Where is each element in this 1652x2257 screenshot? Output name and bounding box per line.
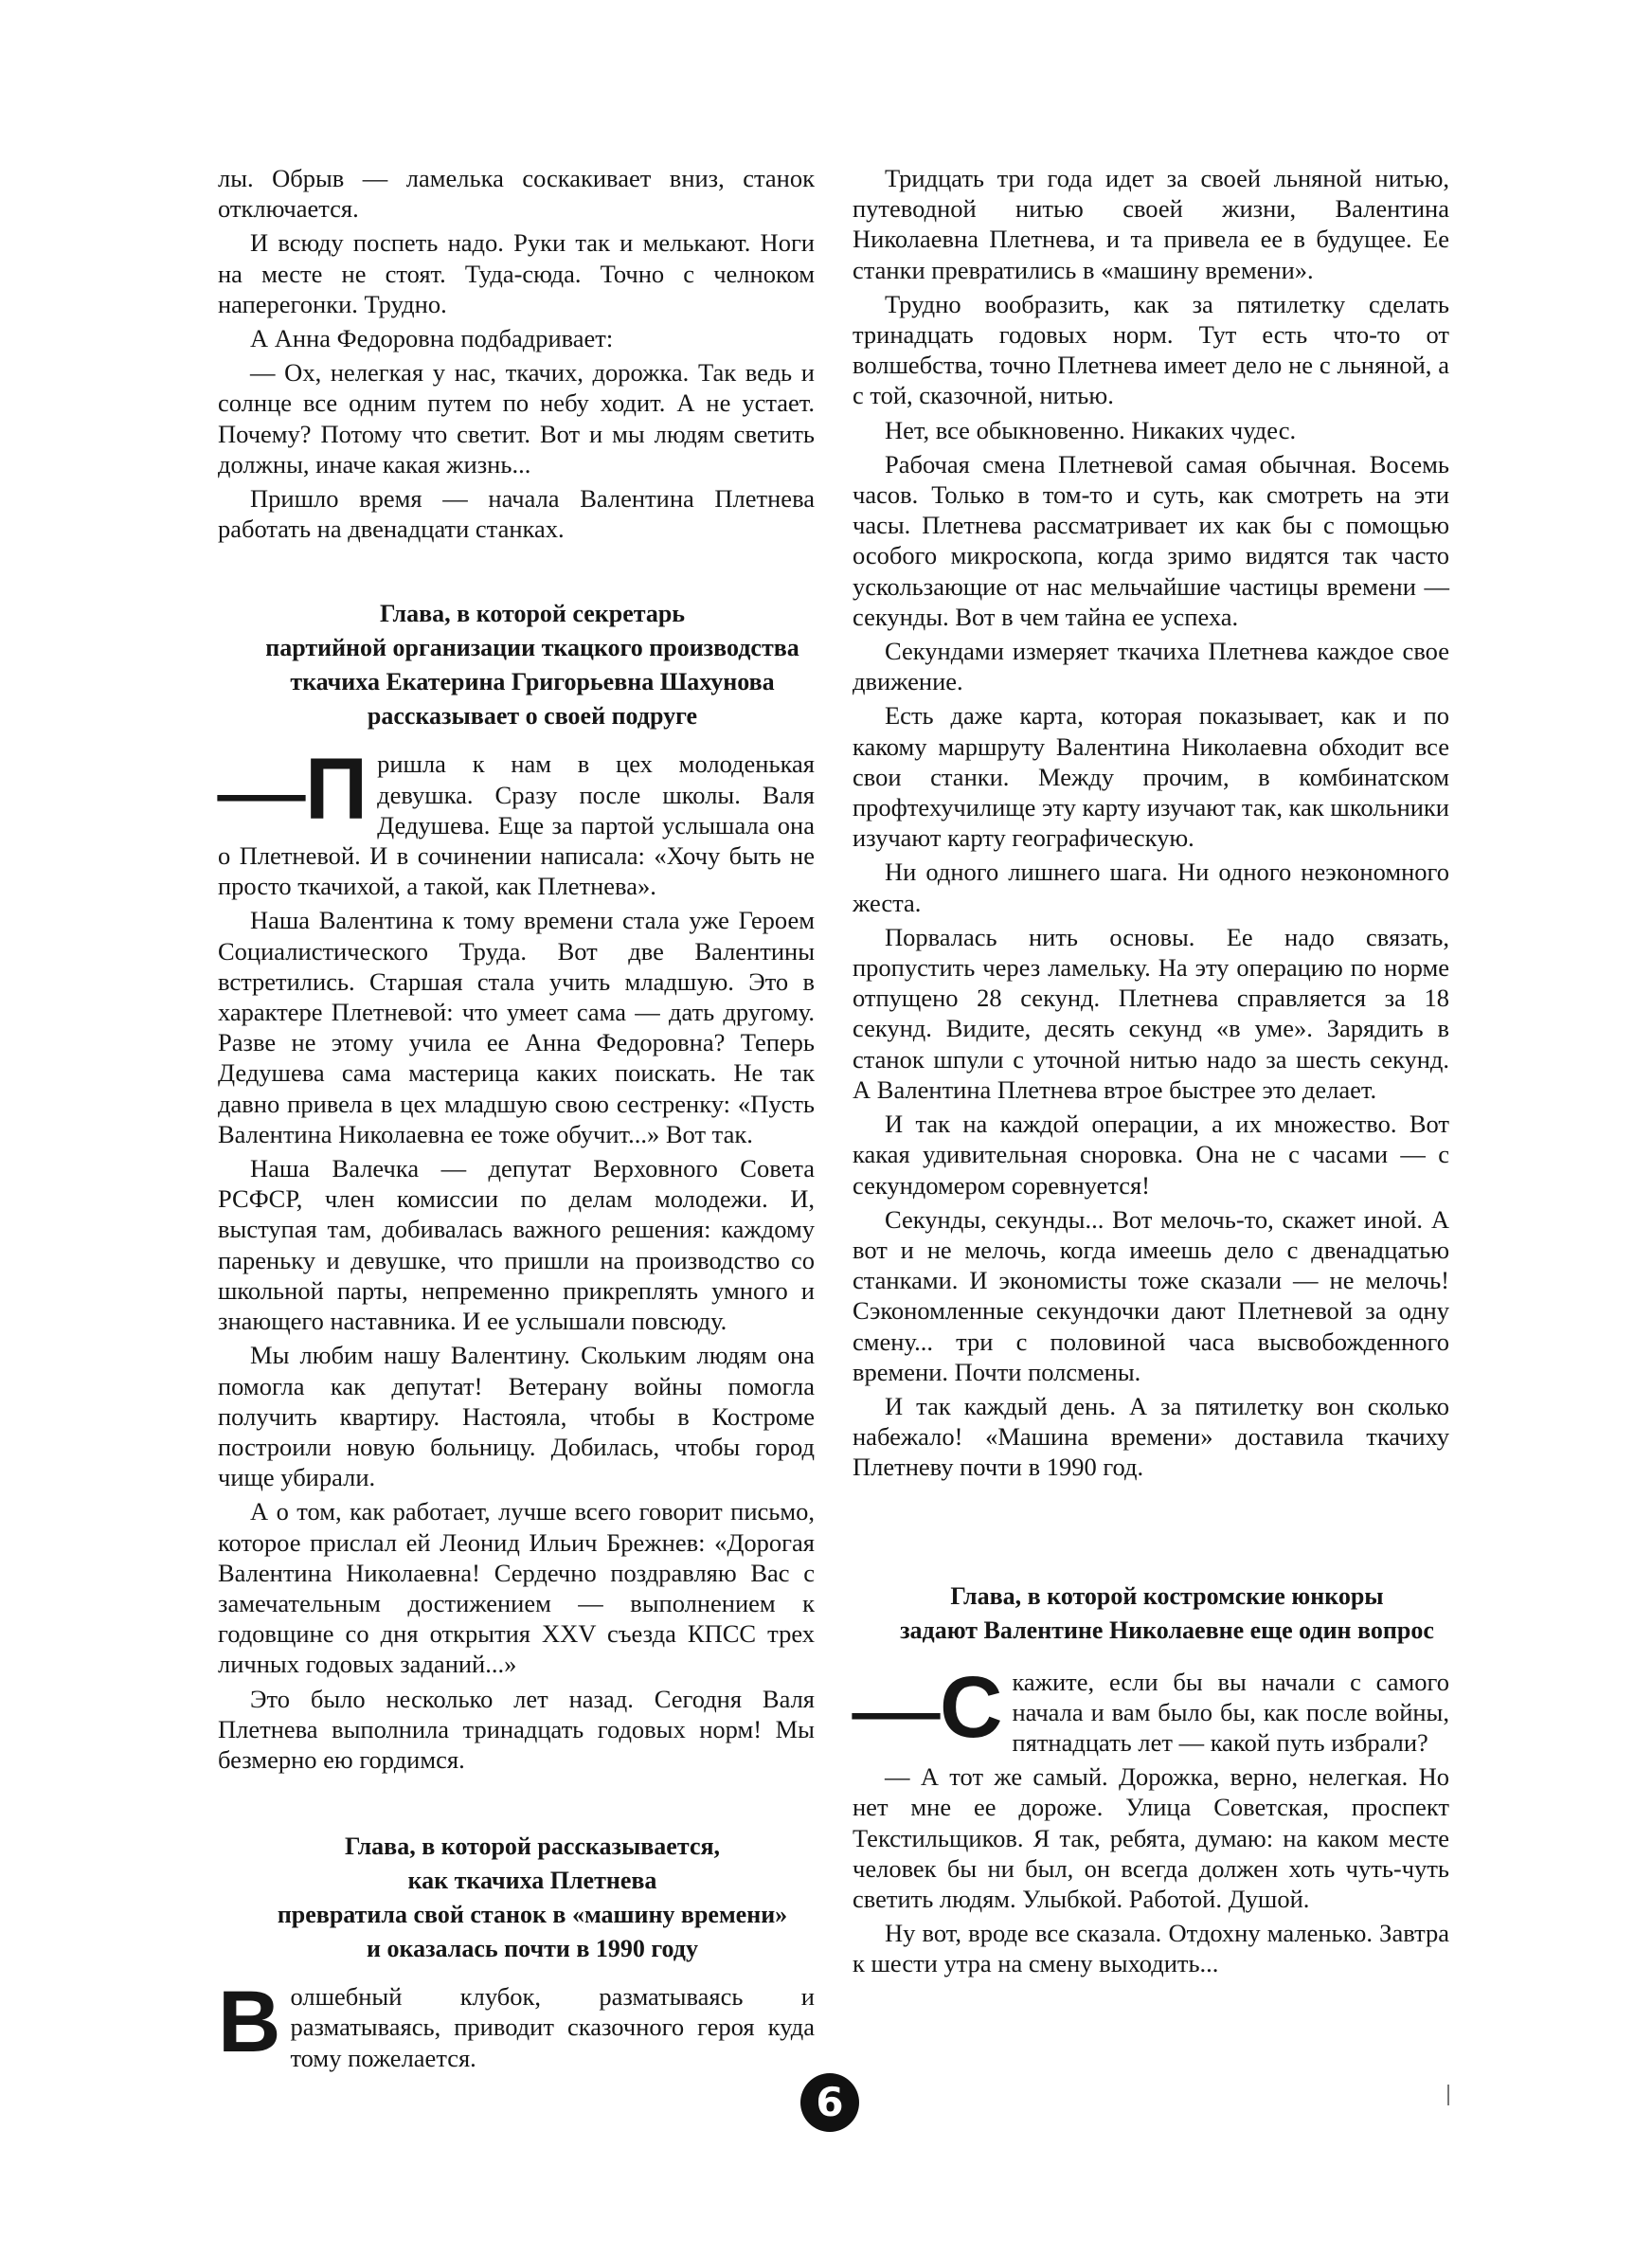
- paragraph: И так на каждой операции, а их множество. Вот какая удивительная сноровка. Она не с часами — с секундомером соревнуется!: [853, 1110, 1449, 1200]
- heading-line: и оказалась почти в 1990 году: [367, 1935, 698, 1963]
- paragraph: Секунды, секунды... Вот мелочь-то, скажет иной. А вот и не мелочь, когда имеешь дело с двенадцатью станками. И экономисты тоже сказали — не мелочь! Сэкономленные секундочки дают Плетневой за одну смену... три с половиной часа высвобожденного времени. Почти полсмены.: [853, 1204, 1449, 1386]
- heading-line: ткачиха Екатерина Григорьевна Шахунова: [290, 668, 775, 696]
- page-number-badge: 6: [800, 2073, 859, 2132]
- paragraph: И так каждый день. А за пятилетку вон сколько набежало! «Машина времени» доставила ткачиху Плетневу почти в 1990 год.: [853, 1391, 1449, 1482]
- paragraph: Есть даже карта, которая показывает, как и по какому маршруту Валентина Николаевна обходит все свои станки. Между прочим, в комбинатском профтехучилище эту карту изучают так, как школьники изучают карту географическую.: [853, 701, 1449, 853]
- paragraph: лы. Обрыв — ламелька соскакивает вниз, станок отключается.: [218, 164, 815, 224]
- paragraph: Наша Валентина к тому времени стала уже Героем Социалистического Труда. Вот две Валентины встретились. Старшая стала учить младшую. Это в характере Плетневой: что умеет сама — дать другому. Разве не этому учила ее Анна Федоровна? Теперь Дедушева сама мастерица каких поискать. Не так давно привела в цех младшую свою сестренку: «Пусть Валентина Николаевна ее тоже обучит...» Вот так.: [218, 906, 815, 1148]
- paragraph: Ну вот, вроде все сказала. Отдохну маленько. Завтра к шести утра на смену выходить...: [853, 1919, 1449, 1978]
- heading-line: превратила свой станок в «машину времени»: [277, 1901, 788, 1929]
- drop-cap-dash: —: [218, 741, 305, 839]
- heading-line: Глава, в которой костромские юнкоры: [950, 1581, 1384, 1610]
- drop-cap: С: [940, 1658, 1003, 1756]
- paragraph: Тридцать три года идет за своей льняной нитью, путеводной нитью своей жизни, Валентина Николаевна Плетнева, и та привела ее в будущее. Ее станки превратились в «машину времени».: [853, 164, 1449, 284]
- paragraph: Это было несколько лет назад. Сегодня Валя Плетнева выполнила тринадцать годовых норм! Мы безмерно ею гордимся.: [218, 1684, 815, 1774]
- chapter-heading-3: [853, 1581, 1449, 1646]
- drop-cap: В: [218, 1974, 281, 2071]
- heading-line: как ткачиха Плетнева: [407, 1867, 657, 1895]
- paragraph-text: олшебный клубок, разматываясь и разматываясь, приводит сказочного героя куда тому пожелается.: [290, 1982, 815, 2072]
- paragraph-text: ришла к нам в цех молоденькая девушка. Сразу после школы. Валя Дедушева. Еще за партой услышала она о Плетневой. И в сочинении написала: «Хочу быть не просто ткачихой, а такой, как Плетнева».: [218, 749, 815, 901]
- paragraph: Ни одного лишнего шага. Ни одного неэкономного жеста.: [853, 858, 1449, 917]
- chapter-heading-1: [218, 599, 815, 731]
- drop-cap: П: [305, 741, 368, 839]
- paragraph: Нет, все обыкновенно. Никаких чудес.: [885, 415, 1297, 444]
- section-lead-paragraph: [218, 1974, 815, 2073]
- paragraph: Порвалась нить основы. Ее надо связать, пропустить через ламельку. На эту операцию по норме отпущено 28 секунд. Плетнева справляется за 18 секунд. Видите, десять секунд «в уме». Зарядить в станок шпули с уточной нитью надо за шесть секунд. А Валентина Плетнева втрое быстрее это делает.: [853, 922, 1449, 1104]
- paragraph-text: кажите, если бы вы начали с самого начала и вам было бы, как после войны, пятнадцать лет — какой путь избрали?: [1012, 1667, 1449, 1757]
- heading-line: рассказывает о своей подруге: [367, 702, 698, 731]
- paragraph: Наша Валечка — депутат Верховного Совета РСФСР, член комиссии по делам молодежи. И, выступая там, добивалась важного решения: каждому пареньку и девушке, что пришли на производство со школьной парты, непременно прикреплять умного и знающего наставника. И ее услышали повсюду.: [218, 1154, 815, 1336]
- paragraph: — Ох, нелегкая у нас, ткачих, дорожка. Так ведь и солнце все одним путем по небу ходит. А не устает. Почему? Потому что светит. Вот и мы людям светить должны, иначе какая жизнь...: [218, 358, 815, 478]
- paragraph: Трудно вообразить, как за пятилетку сделать тринадцать годовых норм. Тут есть что-то от волшебства, точно Плетнева имеет дело не с льняной, а с той, сказочной, нитью.: [853, 289, 1449, 410]
- heading-line: партийной организации ткацкого производства: [265, 634, 799, 662]
- section-lead-paragraph: [218, 741, 815, 901]
- paragraph: Пришло время — начала Валентина Плетнева работать на двенадцати станках.: [218, 484, 815, 544]
- drop-cap-dash: —: [853, 1658, 940, 1756]
- heading-line: Глава, в которой секретарь: [379, 600, 686, 628]
- paragraph: А о том, как работает, лучше всего говорит письмо, которое прислал ей Леонид Ильич Брежнев: «Дорогая Валентина Николаевна! Сердечно поздравляю Вас с замечательным достижением — выполнением к годовщине со дня открытия XXV съезда КПСС трех личных годовых заданий...»: [218, 1497, 815, 1679]
- paragraph: Рабочая смена Плетневой самая обычная. Восемь часов. Только в том-то и суть, как смотреть на эти часы. Плетнева рассматривает их как бы с помощью особого микроскопа, когда зримо видятся так часто ускользающие от нас мельчайшие частицы времени — секунды. Вот в чем тайна ее успеха.: [853, 449, 1449, 631]
- paragraph: И всюду поспеть надо. Руки так и мелькают. Ноги на месте не стоят. Туда-сюда. Точно с челноком наперегонки. Трудно.: [218, 228, 815, 318]
- paragraph: А Анна Федоровна подбадривает:: [250, 324, 614, 353]
- paragraph: Мы любим нашу Валентину. Скольким людям она помогла как депутат! Ветерану войны помогла получить квартиру. Настояла, чтобы в Костроме построили новую больницу. Добилась, чтобы город чище убирали.: [218, 1341, 815, 1492]
- heading-line: Глава, в которой рассказывается,: [344, 1833, 721, 1861]
- section-lead-paragraph: [853, 1658, 1449, 1759]
- right-column: [853, 163, 1449, 1983]
- paragraph: — А тот же самый. Дорожка, верно, нелегкая. Но нет мне ее дороже. Улица Советская, проспект Текстильщиков. Я так, ребята, думаю: на каком месте человек бы ни был, он всегда должен хоть чуть-чуть светить людям. Улыбкой. Работой. Душой.: [853, 1762, 1449, 1913]
- heading-line: задают Валентине Николаевне еще один вопрос: [900, 1616, 1434, 1644]
- margin-mark: [1447, 2085, 1449, 2105]
- left-column: [218, 163, 815, 2077]
- chapter-heading-2: [218, 1832, 815, 1964]
- paragraph: Секундами измеряет ткачиха Плетнева каждое свое движение.: [853, 637, 1449, 696]
